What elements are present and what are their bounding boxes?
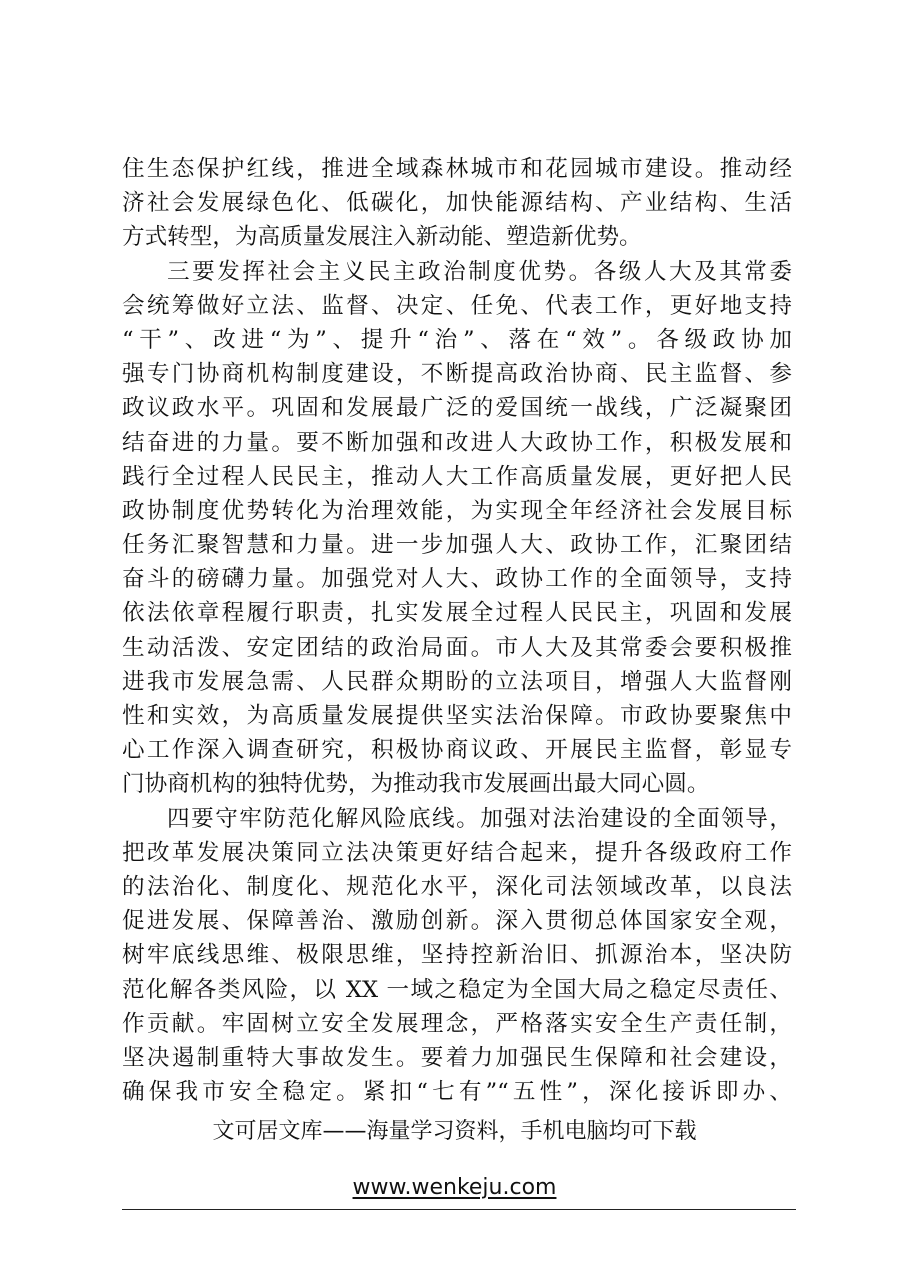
footer-url-container [0,1173,909,1203]
text-line: 的法治化、制度化、规范化水平，深化司法领域改革，以良法 [122,873,792,900]
text-line: 树牢底线思维、极限思维，坚持控新治旧、抓源治本，坚决防 [122,942,792,969]
text-line: 促进发展、保障善治、激励创新。深入贯彻总体国家安全观， [122,908,792,935]
text-line: 政议政水平。巩固和发展最广泛的爱国统一战线，广泛凝聚团 [122,395,792,422]
text-line: 范化解各类风险，以 XX 一域之稳定为全国大局之稳定尽责任、 [122,976,792,1003]
text-line: “干”、改进“为”、提升“治”、落在“效”。各级政协加 [122,326,792,353]
footer-title: 文可居文库——海量学习资料，手机电脑均可下载 [212,1119,697,1144]
text-line: 作贡献。牢固树立安全发展理念，严格落实安全生产责任制， [122,1010,792,1037]
text-line: 性和实效，为高质量发展提供坚实法治保障。市政协要聚焦中 [122,703,792,729]
text-line: 践行全过程人民民主，推动人大工作高质量发展，更好把人民 [122,463,792,490]
text-line: 四要守牢防范化解风险底线。加强对法治建设的全面领导， [167,805,792,832]
footer-url-link[interactable]: www.wenkeju.com [352,1175,557,1200]
text-line: 济社会发展绿色化、低碳化，加快能源结构、产业结构、生活 [122,190,792,217]
document-body [122,152,792,1109]
text-line: 把改革发展决策同立法决策更好结合起来，提升各级政府工作 [122,839,792,866]
text-line: 奋斗的磅礴力量。加强党对人大、政协工作的全面领导，支持 [122,566,792,593]
text-line: 门协商机构的独特优势，为推动我市发展画出最大同心圆。 [122,771,710,798]
footer-divider [122,1209,796,1210]
text-line: 任务汇聚智慧和力量。进一步加强人大、政协工作，汇聚团结 [122,532,792,559]
text-line: 生动活泼、安定团结的政治局面。市人大及其常委会要积极推 [122,634,792,661]
text-line: 方式转型，为高质量发展注入新动能、塑造新优势。 [122,224,642,251]
text-line: 三要发挥社会主义民主政治制度优势。各级人大及其常委 [167,258,792,285]
text-line: 坚决遏制重特大事故发生。要着力加强民生保障和社会建设， [122,1044,792,1071]
text-line: 心工作深入调查研究，积极协商议政、开展民主监督，彰显专 [122,737,792,764]
text-line: 依法依章程履行职责，扎实发展全过程人民民主，巩固和发展 [122,600,792,627]
text-line: 结奋进的力量。要不断加强和改进人大政协工作，积极发展和 [122,429,792,456]
text-line: 强专门协商机构制度建设，不断提高政治协商、民主监督、参 [122,361,792,388]
text-line: 确保我市安全稳定。紧扣“七有”“五性”，深化接诉即办、 [122,1079,792,1106]
text-line: 会统筹做好立法、监督、决定、任免、代表工作，更好地支持 [122,292,792,319]
text-line: 政协制度优势转化为治理效能，为实现全年经济社会发展目标 [122,497,792,524]
text-line: 进我市发展急需、人民群众期盼的立法项目，增强人大监督刚 [122,668,792,695]
text-line: 住生态保护红线，推进全域森林城市和花园城市建设。推动经 [122,156,792,182]
